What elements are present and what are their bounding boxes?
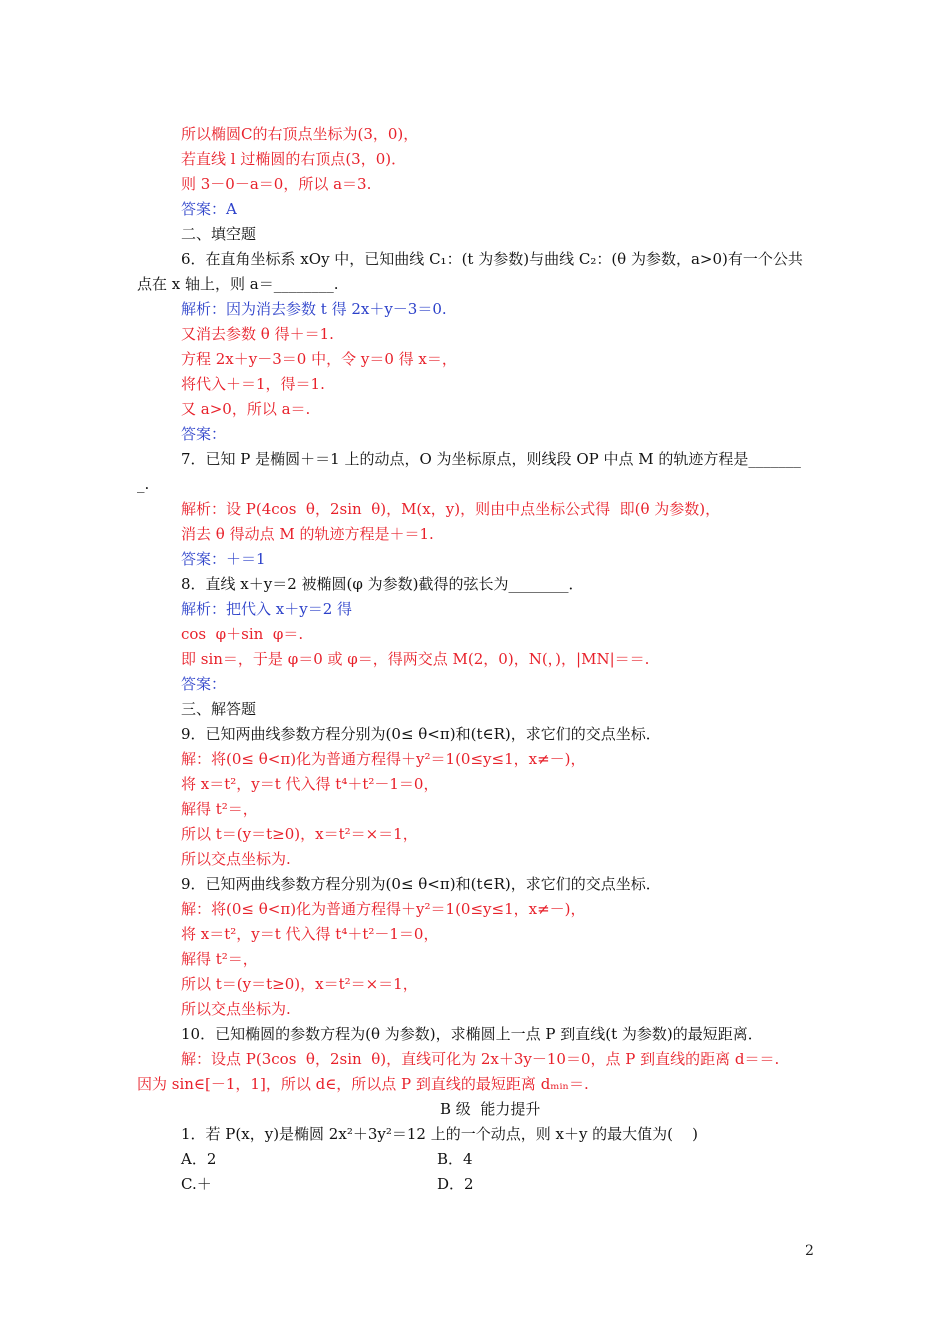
text-line: 解析：设 P(4cos θ，2sin θ)，M(x，y)，则由中点坐标公式得 即(θ 为参数)， [181, 500, 721, 518]
text-line: B．4 [437, 1150, 473, 1168]
text-line: 10．已知椭圆的参数方程为(θ 为参数)，求椭圆上一点 P 到直线(t 为参数)的最短距离． [181, 1025, 763, 1043]
text-line: 解：将(0≤ θ<π)化为普通方程得＋y²＝1(0≤y≤1，x≠－)， [181, 900, 586, 918]
text-line: 9．已知两曲线参数方程分别为(0≤ θ<π)和(t∈R)，求它们的交点坐标． [181, 725, 661, 743]
text-line: 三、解答题 [181, 700, 257, 718]
text-line: 所以交点坐标为. [181, 850, 291, 868]
text-line: 所以 t＝(y＝t≥0)，x＝t²＝×＝1， [181, 975, 418, 993]
text-line: 解：设点 P(3cos θ，2sin θ)，直线可化为 2x＋3y－10＝0，点 P 到直线的距离 d＝＝. [181, 1050, 780, 1068]
text-line: B 级 能力提升 [440, 1100, 541, 1118]
text-line: 点在 x 轴上，则 a＝________. [137, 275, 339, 293]
text-line: 又 a>0，所以 a＝. [181, 400, 311, 418]
text-line: 6．在直角坐标系 xOy 中，已知曲线 C₁：(t 为参数)与曲线 C₂：(θ 为参数，a>0)有一个公共 [181, 250, 803, 268]
text-line: A．2 [181, 1150, 217, 1168]
text-line: 解析：把代入 x＋y＝2 得 [181, 600, 353, 618]
text-line: _. [137, 475, 150, 493]
text-line: 则 3－0－a＝0，所以 a＝3. [181, 175, 372, 193]
text-line: 又消去参数 θ 得＋＝1. [181, 325, 334, 343]
text-line: 消去 θ 得动点 M 的轨迹方程是＋＝1. [181, 525, 434, 543]
text-line: D．2 [437, 1175, 474, 1193]
text-line: 因为 sin∈[－1，1]，所以 d∈，所以点 P 到直线的最短距离 dₘᵢₙ＝. [137, 1075, 589, 1093]
text-line: cos φ＋sin φ＝. [181, 625, 304, 643]
text-line: 二、填空题 [181, 225, 257, 243]
text-line: 将 x＝t²，y＝t 代入得 t⁴＋t²－1＝0， [181, 925, 439, 943]
text-line: 解：将(0≤ θ<π)化为普通方程得＋y²＝1(0≤y≤1，x≠－)， [181, 750, 586, 768]
text-line: 9．已知两曲线参数方程分别为(0≤ θ<π)和(t∈R)，求它们的交点坐标． [181, 875, 661, 893]
text-line: 8．直线 x＋y＝2 被椭圆(φ 为参数)截得的弦长为________． [181, 575, 584, 593]
text-line: 方程 2x＋y－3＝0 中，令 y＝0 得 x＝， [181, 350, 457, 368]
text-line: 将代入＋＝1，得＝1. [181, 375, 325, 393]
text-line: 答案： [181, 675, 227, 693]
text-line: 所以交点坐标为. [181, 1000, 291, 1018]
page-number: 2 [805, 1243, 814, 1259]
text-line: 解析：因为消去参数 t 得 2x＋y－3＝0. [181, 300, 447, 318]
text-line: 答案：＋＝1 [181, 550, 266, 568]
text-line: C.＋ [181, 1175, 212, 1193]
text-line: 若直线 l 过椭圆的右顶点(3，0)． [181, 150, 407, 168]
text-line: 答案： [181, 425, 227, 443]
text-line: 即 sin＝，于是 φ＝0 或 φ＝，得两交点 M(2，0)，N(，)，|MN|＝＝. [181, 650, 650, 668]
text-line: 答案：A [181, 200, 237, 218]
text-line: 解得 t²＝， [181, 950, 258, 968]
text-line: 所以椭圆C的右顶点坐标为(3，0)， [181, 125, 419, 143]
text-line: 将 x＝t²，y＝t 代入得 t⁴＋t²－1＝0， [181, 775, 439, 793]
text-line: 7．已知 P 是椭圆＋＝1 上的动点，O 为坐标原点，则线段 OP 中点 M 的轨迹方程是_______ [181, 450, 801, 468]
text-line: 1．若 P(x，y)是椭圆 2x²＋3y²＝12 上的一个动点，则 x＋y 的最大值为( ) [181, 1125, 698, 1143]
text-line: 解得 t²＝， [181, 800, 258, 818]
text-line: 所以 t＝(y＝t≥0)，x＝t²＝×＝1， [181, 825, 418, 843]
